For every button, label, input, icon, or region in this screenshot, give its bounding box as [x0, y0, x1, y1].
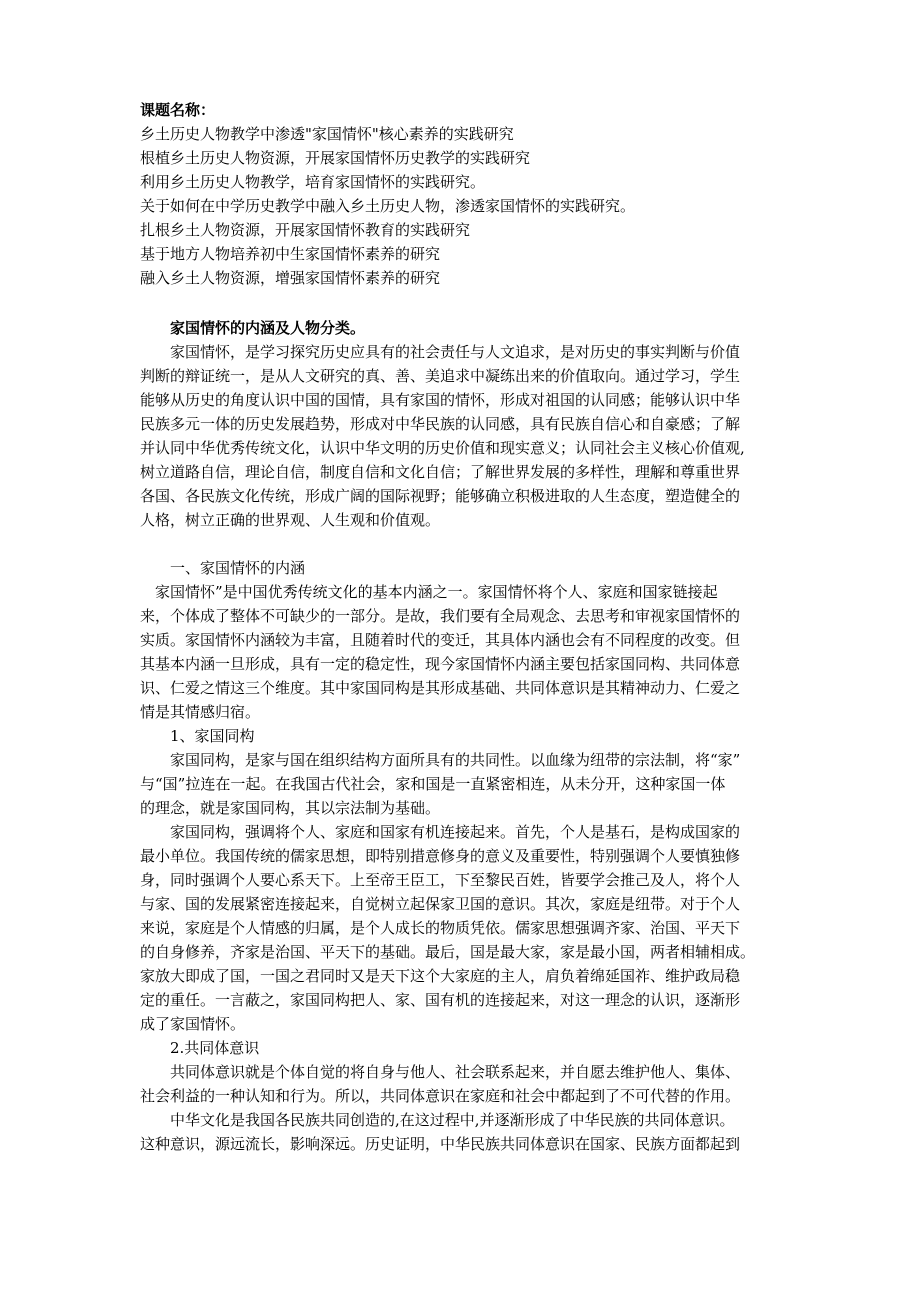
sub1-heading: 1、家国同构 — [170, 727, 255, 745]
sub1-line: 成了家国情怀。 — [140, 1015, 246, 1033]
intro-line: 家国情怀，是学习探究历史应具有的社会责任与人文追求，是对历史的事实判断与价值 — [170, 343, 741, 361]
intro-line: 民族多元一体的历史发展趋势，形成对中华民族的认同感，具有民族自信心和自豪感；了解 — [140, 415, 741, 433]
intro-line: 并认同中华优秀传统文化，认识中华文明的历史价值和现实意义；认同社会主义核心价值观, — [140, 439, 745, 457]
title-item: 乡土历史人物教学中渗透"家国情怀"核心素养的实践研究 — [140, 125, 514, 143]
sub1-line: 家国同构，强调将个人、家庭和国家有机连接起来。首先，个人是基石，是构成国家的 — [170, 823, 741, 841]
sub1-line: 身，同时强调个人要心系天下。上至帝王臣工，下至黎民百姓，皆要学会推己及人，将个人 — [140, 871, 741, 889]
title-item: 利用乡土历史人物教学，培育家国情怀的实践研究。 — [140, 173, 486, 191]
part1-line: 情是其情感归宿。 — [140, 703, 261, 721]
part1-line: 实质。家国情怀内涵较为丰富，且随着时代的变迁，其具体内涵也会有不同程度的改变。但 — [140, 631, 741, 649]
part1-line: 家国情怀”是中国优秀传统文化的基本内涵之一。家国情怀将个人、家庭和国家链接起 — [155, 583, 718, 601]
sub1-line: 来说，家庭是个人情感的归属，是个人成长的物质凭依。儒家思想强调齐家、治国、平天下 — [140, 919, 741, 937]
title-item: 扎根乡土人物资源，开展家国情怀教育的实践研究 — [140, 221, 471, 239]
sub2-line: 这种意识，源远流长，影响深远。历史证明，中华民族共同体意识在国家、民族方面都起到 — [140, 1135, 741, 1153]
intro-line: 各国、各民族文化传统，形成广阔的国际视野；能够确立积极进取的人生态度，塑造健全的 — [140, 487, 741, 505]
sub1-line: 的理念，就是家国同构，其以宗法制为基础。 — [140, 799, 441, 817]
title-item: 基于地方人物培养初中生家国情怀素养的研究 — [140, 245, 441, 263]
sub1-line: 定的重任。一言蔽之，家国同构把人、家、国有机的连接起来，对这一理念的认识，逐渐形 — [140, 991, 741, 1009]
part1-heading: 一、家国情怀的内涵 — [170, 559, 306, 577]
intro-line: 能够从历史的角度认识中国的国情，具有家国的情怀，形成对祖国的认同感；能够认识中华 — [140, 391, 741, 409]
title-item: 关于如何在中学历史教学中融入乡土历史人物，渗透家国情怀的实践研究。 — [140, 197, 636, 215]
title-label: 课题名称： — [140, 101, 216, 119]
part1-line: 来，个体成了整体不可缺少的一部分。是故，我们要有全局观念、去思考和审视家国情怀的 — [140, 607, 741, 625]
sub1-line: 家国同构，是家与国在组织结构方面所具有的共同性。以血缘为纽带的宗法制，将“家” — [170, 751, 741, 769]
sub1-line: 的自身修养，齐家是治国、平天下的基础。最后，国是最大家，家是最小国，两者相辅相成。 — [140, 943, 756, 961]
sub1-line: 家放大即成了国，一国之君同时又是天下这个大家庭的主人，肩负着绵延国祚、维护政局稳 — [140, 967, 741, 985]
sub2-line: 共同体意识就是个体自觉的将自身与他人、社会联系起来，并自愿去维护他人、集体、 — [170, 1063, 741, 1081]
part1-line: 其基本内涵一旦形成，具有一定的稳定性，现今家国情怀内涵主要包括家国同构、共同体意 — [140, 655, 741, 673]
sub2-line: 中华文化是我国各民族共同创造的,在这过程中,并逐渐形成了中华民族的共同体意识。 — [170, 1111, 735, 1129]
sub1-line: 与家、国的发展紧密连接起来，自觉树立起保家卫国的意识。其次，家庭是纽带。对于个人 — [140, 895, 741, 913]
intro-line: 树立道路自信，理论自信，制度自信和文化自信；了解世界发展的多样性，理解和尊重世界 — [140, 463, 741, 481]
sub1-line: 最小单位。我国传统的儒家思想，即特别措意修身的意义及重要性，特别强调个人要慎独修 — [140, 847, 741, 865]
title-item: 根植乡土历史人物资源，开展家国情怀历史教学的实践研究 — [140, 149, 531, 167]
title-item: 融入乡土人物资源，增强家国情怀素养的研究 — [140, 269, 441, 287]
sub1-line: 与“国”拉连在一起。在我国古代社会，家和国是一直紧密相连，从未分开，这种家国一体 — [140, 775, 726, 793]
intro-line: 人格，树立正确的世界观、人生观和价值观。 — [140, 511, 441, 529]
sub2-line: 社会利益的一种认知和行为。所以，共同体意识在家庭和社会中都起到了不可代替的作用。 — [140, 1087, 741, 1105]
sub2-heading: 2.共同体意识 — [170, 1039, 260, 1057]
intro-line: 判断的辩证统一，是从人文研究的真、善、美追求中凝练出来的价值取向。通过学习，学生 — [140, 367, 741, 385]
section-heading: 家国情怀的内涵及人物分类。 — [170, 319, 366, 337]
part1-line: 识、仁爱之情这三个维度。其中家国同构是其形成基础、共同体意识是其精神动力、仁爱之 — [140, 679, 741, 697]
